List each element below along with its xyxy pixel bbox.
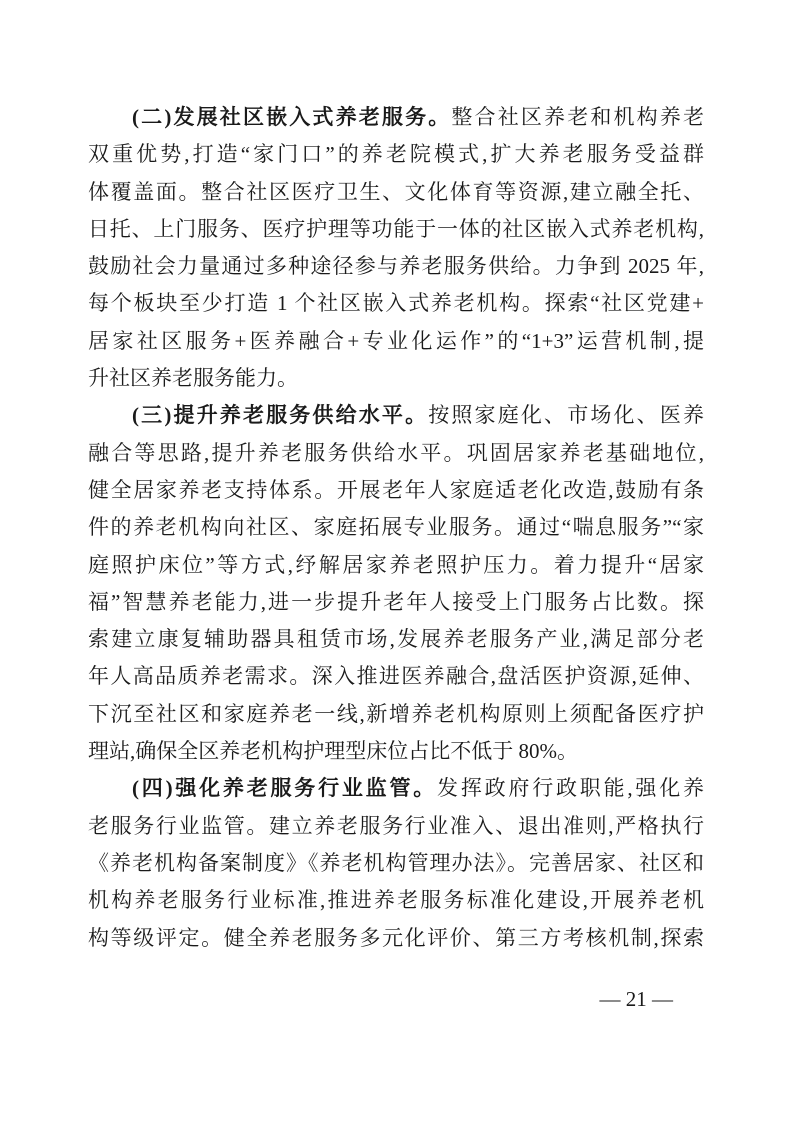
paragraph	[88, 397, 704, 770]
document-line: 体覆盖面。整合社区医疗卫生、文化体育等资源,建立融全托、	[88, 179, 704, 204]
document-line: 福”智慧养老能力,进一步提升老年人接受上门服务占比数。探	[88, 589, 704, 614]
paragraph	[88, 770, 704, 956]
document-line	[88, 99, 704, 136]
document-line: 老服务行业监管。建立养老服务行业准入、退出准则,严格执行	[88, 813, 704, 838]
document-line: 健全居家养老支持体系。开展老年人家庭适老化改造,鼓励有条	[88, 477, 704, 502]
paragraph	[88, 99, 704, 397]
document-line	[88, 397, 704, 434]
document-line: 构等级评定。健全养老服务多元化评价、第三方考核机制,探索	[88, 925, 704, 950]
document-line: 双重优势,打造“家门口”的养老院模式,扩大养老服务受益群	[88, 142, 704, 167]
document-body	[88, 99, 704, 957]
document-line: 鼓励社会力量通过多种途径参与养老服务供给。力争到 2025 年,	[88, 254, 704, 279]
document-line: 庭照护床位”等方式,纾解居家养老照护压力。着力提升“居家	[88, 552, 704, 577]
page-footer	[600, 986, 674, 1012]
paragraph-text: 按照家庭化、市场化、医养	[428, 403, 704, 428]
paragraph-text: 发挥政府行政职能,强化养	[437, 776, 704, 801]
document-line: 《养老机构备案制度》《养老机构管理办法》。完善居家、社区和	[88, 850, 704, 875]
document-line: 每个板块至少打造 1 个社区嵌入式养老机构。探索“社区党建+	[88, 291, 704, 316]
document-line: 升社区养老服务能力。	[88, 366, 298, 391]
document-line: 下沉至社区和家庭养老一线,新增养老机构原则上须配备医疗护	[88, 701, 704, 726]
paragraph-heading: (四)强化养老服务行业监管。	[132, 776, 438, 801]
document-line: 日托、上门服务、医疗护理等功能于一体的社区嵌入式养老机构,	[88, 216, 704, 241]
paragraph-heading: (二)发展社区嵌入式养老服务。	[132, 105, 452, 129]
document-line	[88, 770, 704, 807]
document-line: 理站,确保全区养老机构护理型床位占比不低于 80%。	[88, 739, 578, 764]
document-line: 融合等思路,提升养老服务供给水平。巩固居家养老基础地位,	[88, 440, 704, 465]
document-line: 件的养老机构向社区、家庭拓展专业服务。通过“喘息服务”“家	[88, 515, 704, 540]
paragraph-heading: (三)提升养老服务供给水平。	[132, 403, 429, 428]
document-line: 机构养老服务行业标准,推进养老服务标准化建设,开展养老机	[88, 888, 704, 913]
document-line: 居家社区服务+医养融合+专业化运作”的“1+3”运营机制,提	[88, 328, 704, 353]
paragraph-text: 整合社区养老和机构养老	[451, 105, 704, 129]
document-line: 索建立康复辅助器具租赁市场,发展养老服务产业,满足部分老	[88, 627, 704, 652]
document-line: 年人高品质养老需求。深入推进医养融合,盘活医护资源,延伸、	[88, 664, 704, 689]
page-number: — 21 —	[599, 987, 673, 1011]
